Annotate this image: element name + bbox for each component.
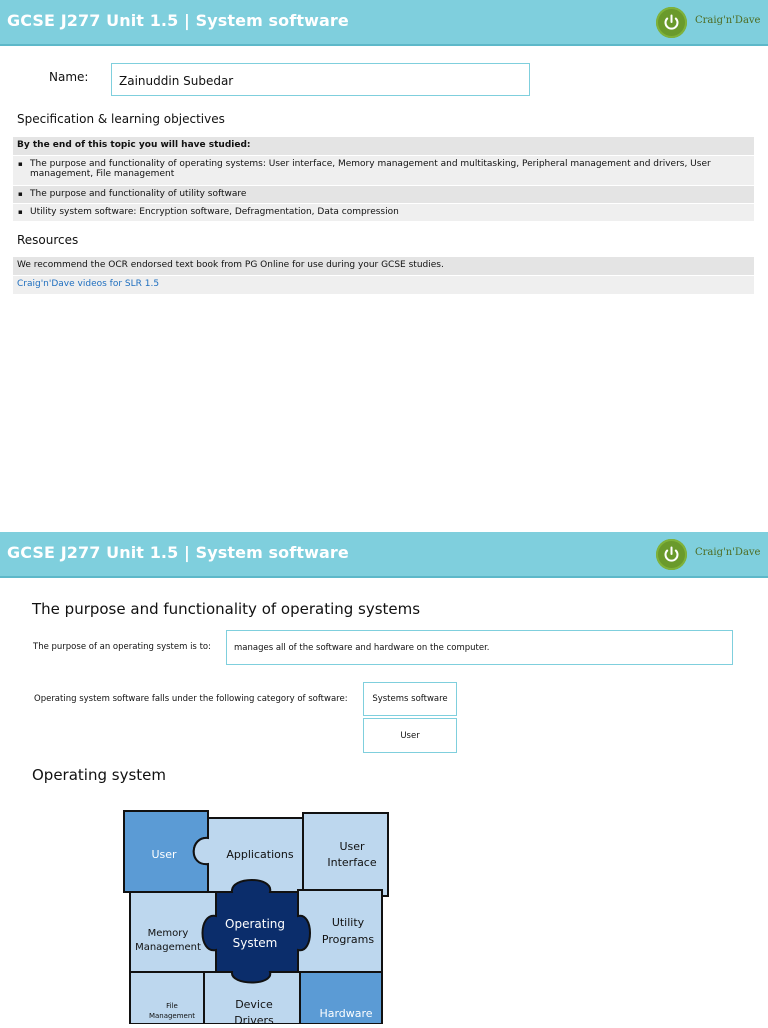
logo-text: Craig'n'Dave: [695, 547, 761, 558]
page-header: [0, 532, 768, 578]
power-icon: [656, 539, 687, 570]
worksheet-page-2: [0, 532, 768, 1024]
device-drivers-label: Drivers: [234, 1014, 274, 1024]
user-interface-label: User: [339, 840, 365, 853]
resources-title: Resources: [17, 233, 79, 247]
memory-management-label: Management: [135, 942, 201, 953]
objective-text: ▪ The purpose and functionality of operating systems: User interface, Memory management and multitasking, Peripheral management and drivers, User management, File management: [17, 159, 750, 179]
section-heading: The purpose and functionality of operating systems: [32, 600, 421, 618]
videos-link[interactable]: Craig'n'Dave videos for SLR 1.5: [13, 276, 754, 294]
os-label: System: [232, 936, 278, 950]
user-label: User: [151, 848, 177, 861]
operating-system-piece: [203, 880, 311, 983]
category-answer-field[interactable]: Systems software: [363, 682, 457, 716]
memory-management-label: Memory: [147, 928, 189, 939]
user-interface-piece: [303, 813, 388, 896]
objective-item: [13, 204, 754, 221]
objective-text: ▪ Utility system software: Encryption software, Defragmentation, Data compression: [17, 207, 750, 217]
objective-text: ▪ The purpose and functionality of utility software: [17, 189, 750, 199]
file-management-label: Management: [148, 1012, 196, 1020]
purpose-label: The purpose of an operating system is to:: [33, 642, 211, 652]
objective-item: [13, 156, 754, 185]
file-management-label: File: [166, 1002, 178, 1010]
user-interface-label: Interface: [327, 856, 377, 869]
objective-item: [13, 186, 754, 203]
os-puzzle-diagram: [120, 808, 392, 1024]
header-title: GCSE J277 Unit 1.5 | System software: [7, 543, 349, 562]
hardware-label: Hardware: [319, 1007, 373, 1020]
name-field[interactable]: Zainuddin Subedar: [111, 63, 530, 96]
name-label: Name:: [49, 70, 89, 84]
resources-text: We recommend the OCR endorsed text book from PG Online for use during your GCSE studies.: [13, 257, 754, 275]
page-header: [0, 0, 768, 46]
os-label: Operating: [225, 917, 285, 931]
logo-text: Craig'n'Dave: [695, 15, 761, 26]
utility-programs-label: Programs: [321, 933, 375, 946]
purpose-answer-field[interactable]: manages all of the software and hardware on the computer.: [226, 630, 733, 665]
device-drivers-label: Device: [235, 998, 273, 1011]
category-label: Operating system software falls under the following category of software:: [34, 694, 348, 704]
objectives-intro: By the end of this topic you will have studied:: [13, 137, 754, 155]
spec-title: Specification & learning objectives: [17, 112, 225, 126]
applications-label: Applications: [226, 848, 294, 861]
category-answer-field-2[interactable]: User: [363, 718, 457, 753]
os-heading: Operating system: [32, 766, 166, 784]
power-icon: [656, 7, 687, 38]
header-title: GCSE J277 Unit 1.5 | System software: [7, 11, 349, 30]
utility-programs-label: Utility: [331, 916, 365, 929]
